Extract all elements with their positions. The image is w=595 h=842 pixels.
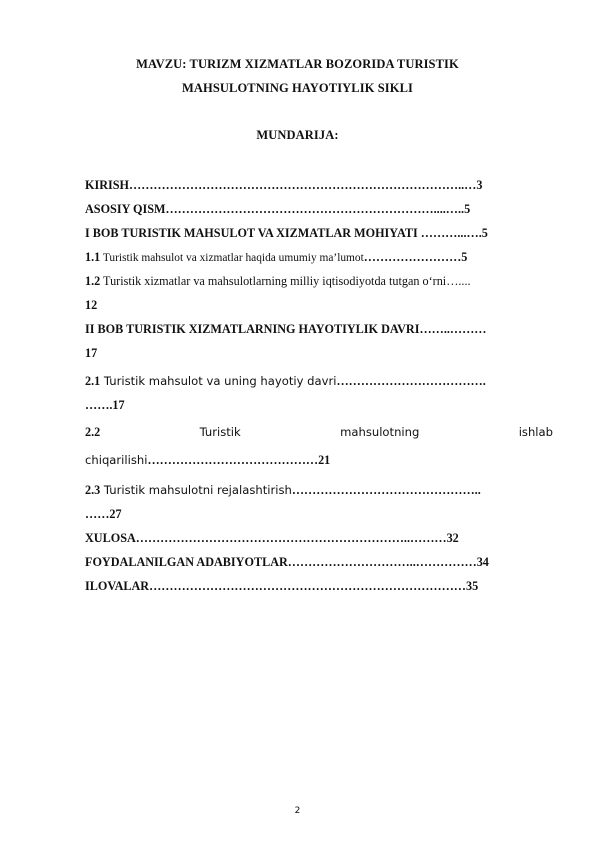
toc-entry-1-2-page: 12 [85, 298, 98, 312]
section-number: 2.1 [85, 374, 101, 388]
page-title-line-1: MAVZU: TURIZM XIZMATLAR BOZORIDA TURISTIK [136, 57, 459, 71]
toc-entry-ilovalar[interactable]: ILOVALAR……………………………………………………………………35 [85, 579, 479, 593]
leader-dots: ………………………………. [336, 374, 486, 388]
toc-entry-xulosa[interactable]: XULOSA…………………………………………………………..………32 [85, 531, 459, 545]
toc-entry-2-1[interactable] [85, 373, 553, 389]
toc-entry-1-1[interactable] [85, 249, 553, 266]
toc-entry-bob-1[interactable]: I BOB TURISTIK MAHSULOT VA XIZMATLAR MOHIYATI ………...….5 [85, 226, 488, 240]
section-title: chiqarilishi [85, 453, 148, 467]
section-word: mahsulotning [340, 425, 420, 439]
toc-entry-2-2[interactable] [85, 424, 553, 440]
toc-entry-2-1-page: …….17 [85, 398, 125, 412]
toc-entry-bob-2[interactable]: II BOB TURISTIK XIZMATLARNING HAYOTIYLIK DAVRI……..……… [85, 322, 487, 336]
page-number: 2 [294, 806, 301, 816]
toc-entry-adabiyotlar[interactable]: FOYDALANILGAN ADABIYOTLAR…………………………..……………34 [85, 555, 489, 569]
leader-dots: ……………………5 [363, 250, 468, 264]
toc-entry-2-3[interactable] [85, 482, 553, 498]
section-title: Turistik xizmatlar va mahsulotlarning milliy iqtisodiyotda tutgan o‘rni….... [100, 274, 471, 288]
section-number: 2.2 [85, 425, 101, 439]
section-number: 1.1 [85, 250, 101, 264]
section-word: Turistik [199, 425, 241, 439]
page-title-line-2: MAHSULOTNING HAYOTIYLIK SIKLI [182, 81, 413, 95]
leader-dots: ……………………………………….. [291, 483, 481, 497]
toc-entry-kirish[interactable]: KIRISH………………………………………………………………………..…3 [85, 178, 483, 192]
section-number: 2.3 [85, 483, 101, 497]
toc-entry-bob-2-page: 17 [85, 346, 98, 360]
section-title: Turistik mahsulot va uning hayotiy davri [100, 374, 337, 388]
toc-entry-2-2-cont[interactable] [85, 452, 553, 468]
toc-heading: MUNDARIJA: [256, 128, 339, 142]
section-number: 1.2 [85, 274, 101, 288]
toc-entry-asosiy-qism[interactable]: ASOSIY QISM…………………………………………………………....…..5 [85, 202, 471, 216]
toc-entry-2-3-page: ……27 [85, 507, 122, 521]
toc-entry-1-2[interactable] [85, 273, 553, 289]
section-title: Turistik mahsulotni rejalashtirish [100, 483, 292, 497]
section-title: Turistik mahsulot va xizmatlar haqida umumiy ma’lumot [100, 252, 364, 264]
section-word: ishlab [518, 425, 553, 439]
leader-dots: ……………………………………21 [147, 453, 331, 467]
